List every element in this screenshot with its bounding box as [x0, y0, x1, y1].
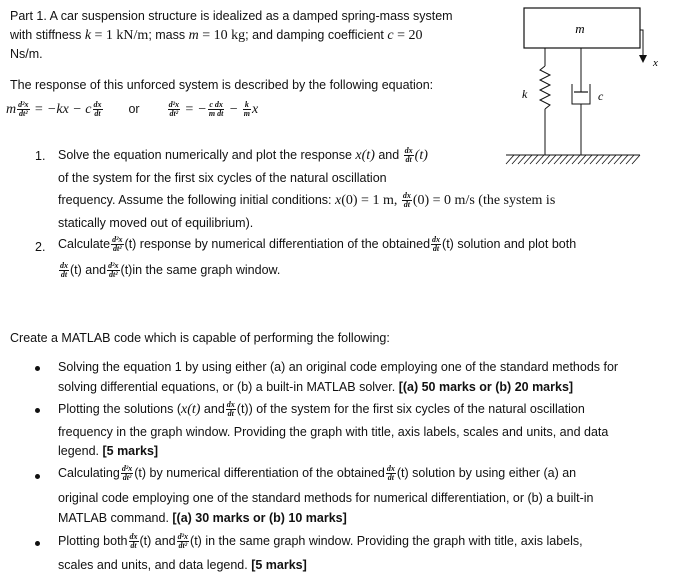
spring-mass-diagram — [490, 0, 676, 180]
bullet-4 — [35, 541, 40, 546]
frac-dx-q2b: $\frac{dx}{dt}$ — [60, 261, 68, 279]
frac-dx-q2: $\frac{dx}{dt}$ — [432, 235, 441, 253]
frac-k-m: $\frac{k}{m}$ — [243, 100, 251, 118]
k-label: k — [522, 87, 528, 101]
frac-d2x-q2b: $\frac{\text{d²x}}{\text{dt²}}$ — [108, 261, 119, 279]
q1-line-3: frequency. Assume the following initial conditions: x(0) = 1 m, $\frac{dx}{dt}$ (0) = 0 m/s (the system is — [58, 191, 556, 209]
bullet-3 — [35, 474, 40, 479]
mass-label: m — [575, 21, 585, 36]
frac-d2x-q2: $\frac{\text{d²x}}{\text{dt²}}$ — [112, 235, 123, 253]
bullet-1 — [35, 366, 40, 371]
create-line: Create a MATLAB code which is capable of performing the following: — [10, 331, 390, 345]
intro-line-3: Ns/m. — [10, 47, 43, 61]
or-text: or — [128, 101, 140, 116]
x-label: x — [653, 57, 658, 69]
b2-line-3: legend. [5 marks] — [58, 444, 159, 458]
frac-d2x-dt2-b: $\frac{\text{d²x}}{\text{dt²}}$ — [168, 100, 179, 118]
frac-dx-b3: $\frac{dx}{dt}$ — [386, 464, 395, 482]
b4-line-2: scales and units, and data legend. [5 marks] — [58, 558, 307, 572]
bullet-2 — [35, 408, 40, 413]
intro-line-2: with stiffness k = 1 kN/m; mass m = 10 kg; and damping coefficient c = 20 — [10, 28, 423, 43]
arrow-head — [639, 55, 647, 63]
b3-line-1: Calculating $\frac{\text{d²x}}{\text{dt²}}$ (t) by numerical differentiation of the obtained $\frac{dx}{dt}$ (t) solution by using either (a) an — [58, 464, 577, 482]
ground-hatch — [506, 155, 640, 164]
response-line: The response of this unforced system is described by the following equation: — [10, 78, 434, 92]
spring — [540, 66, 550, 109]
c-label: c — [598, 89, 604, 103]
q2-number: 2. — [35, 240, 46, 254]
frac-d2x-b4: $\frac{\text{d²x}}{\text{dt²}}$ — [177, 532, 189, 550]
b2-line-1: Plotting the solutions (x(t) and $\frac{dx}{dt}$ (t)) of the system for the first six cycles of the natural oscillation — [58, 400, 585, 418]
q2-line-1: Calculate $\frac{\text{d²x}}{\text{dt²}}$ (t) response by numerical differentiation of the obtained $\frac{dx}{dt}$ (t) solution and plot both — [58, 235, 577, 253]
b3-line-2: original code employing one of the standard methods for numerical differentiation, or (b) a built-in — [58, 491, 594, 505]
b1-line-1: Solving the equation 1 by using either (a) an original code employing one of the standard methods for — [58, 360, 619, 374]
b4-line-1: Plotting both $\frac{dx}{dt}$ (t) and $\frac{\text{d²x}}{\text{dt²}}$ (t) in the same graph window. Providing the graph with title, axis labels, — [58, 532, 583, 550]
frac-d2x-dt2: $\frac{\text{d²x}}{\text{dt²}}$ — [18, 100, 29, 118]
intro-line-1: Part 1. A car suspension structure is idealized as a damped spring-mass system — [10, 9, 453, 23]
q1-line-1: Solve the equation numerically and plot the response x(t) and $\frac{dx}{dt}$ (t) — [58, 146, 428, 164]
q2-line-2: $\frac{dx}{dt}$ (t) and $\frac{\text{d²x}}{\text{dt²}}$ (t)in the same graph window. — [60, 261, 281, 279]
part-title: Part 1. — [10, 9, 47, 23]
frac-dx-b4: $\frac{dx}{dt}$ — [129, 532, 138, 550]
b2-line-2: frequency in the graph window. Providing the graph with title, axis labels, scales and units, and data — [58, 425, 609, 439]
frac-d2x-b3: $\frac{\text{d²x}}{\text{dt²}}$ — [121, 464, 133, 482]
frac-dx-b2: $\frac{dx}{dt}$ — [226, 400, 235, 418]
q1-number: 1. — [35, 149, 46, 163]
frac-cdx-mdt: $\frac{\text{c dx}}{\text{m dt}}$ — [208, 100, 224, 118]
q1-line-4: statically moved out of equilibrium). — [58, 216, 254, 230]
b3-line-3: MATLAB command. [(a) 30 marks or (b) 10 marks] — [58, 511, 347, 525]
b1-line-2: solving differential equations, or (b) a built-in MATLAB solver. [(a) 50 marks or (b) 20 marks] — [58, 380, 574, 394]
frac-dx-dt: $\frac{dx}{dt}$ — [93, 100, 102, 118]
q1-line-2: of the system for the first six cycles of the natural oscillation — [58, 171, 387, 185]
frac-dx-dt-q1: $\frac{dx}{dt}$ — [404, 146, 413, 164]
frac-dx-dt-q1b: $\frac{dx}{dt}$ — [402, 191, 411, 209]
equation: m $\frac{\text{d²x}}{\text{dt²}}$ = −kx − c $\frac{dx}{dt}$ or $\frac{\text{d²x}}{\text{dt²}}$ = − $\frac{\text{c dx}}{\text{m dt}}$ − $\frac{k}{m}$ x — [6, 100, 259, 118]
